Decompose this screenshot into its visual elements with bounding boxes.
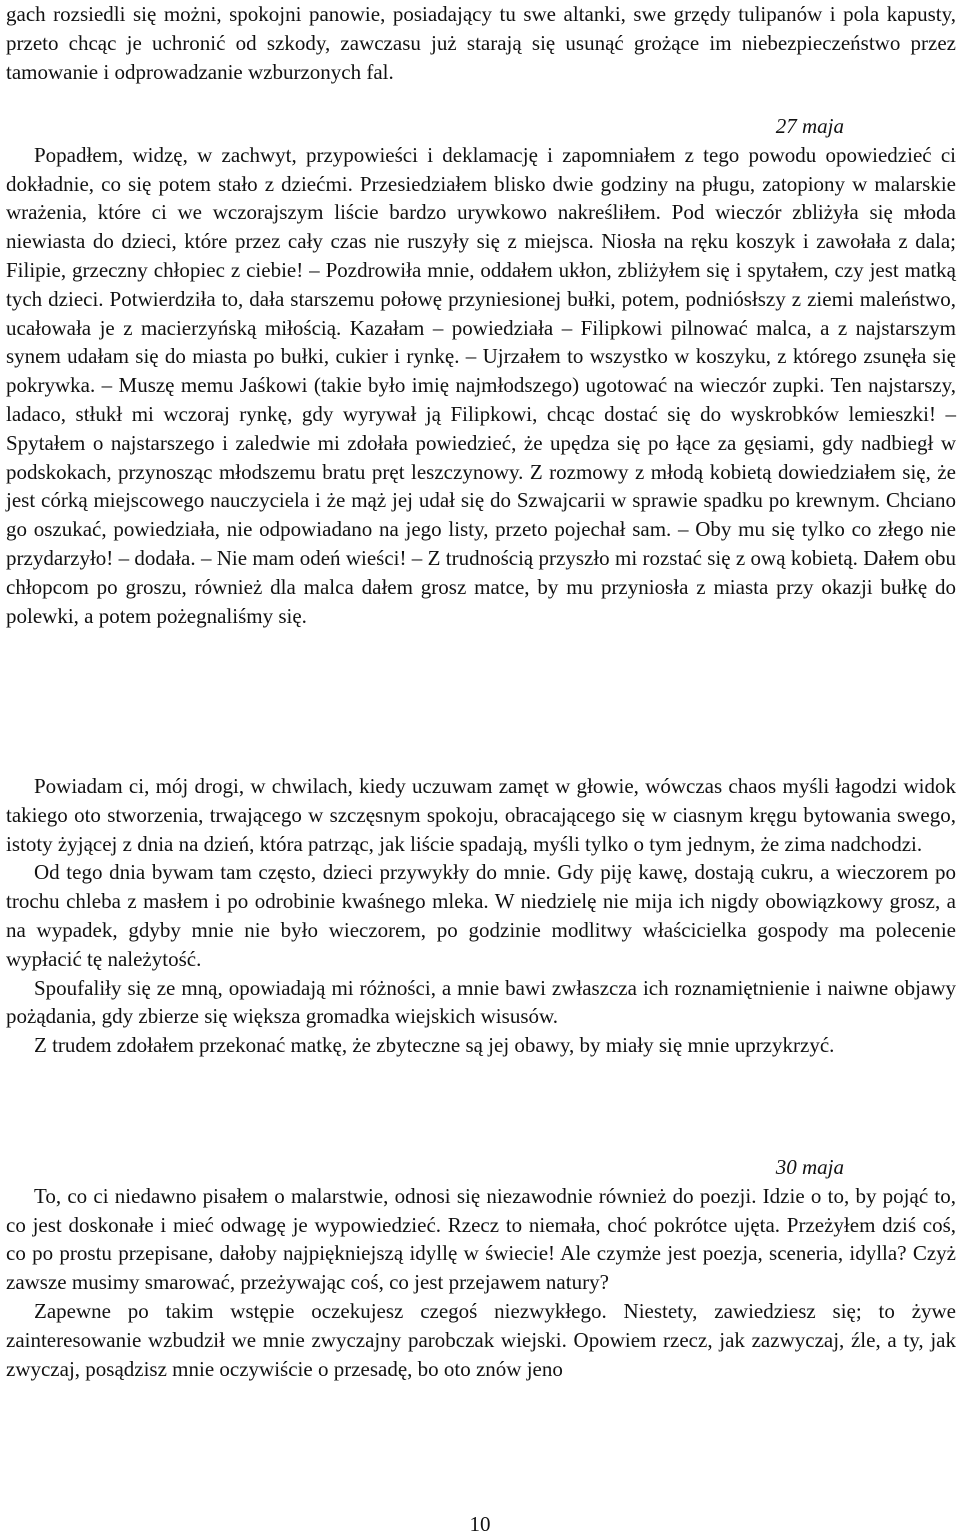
paragraph: Spoufaliły się ze mną, opowiadają mi różności, a mnie bawi zwłaszcza ich roznamiętnienie i naiwne objawy pożądania, gdy zbierze się większa gromadka wiejskich wisusów.	[6, 975, 956, 1029]
page-number: 10	[469, 1512, 491, 1536]
text-block-entry-27-may	[6, 112, 956, 630]
paragraph: Z trudem zdołałem przekonać matkę, że zbyteczne są jej obawy, by miały się mnie uprzykrzyć.	[34, 1033, 835, 1058]
entry-date-27-maja: 27 maja	[775, 114, 844, 138]
text-block-entry-30-may	[6, 1153, 956, 1383]
text-block-continuation	[6, 0, 956, 86]
paragraph: Od tego dnia bywam tam często, dzieci przywykły do mnie. Gdy piję kawę, dostają cukru, a wieczorem po trochu chleba z masłem i po odrobinie kwaśnego mleka. W niedzielę nie mija ich nigdy obowiązkowy grosz, a na wypadek, gdyby mnie nie było wieczorem, po godzinie modlitwy właścicielka gospody ma polecenie wypłacić tę należytość.	[6, 860, 956, 971]
entry-date-30-maja: 30 maja	[775, 1155, 844, 1179]
paragraph: Popadłem, widzę, w zachwyt, przypowieści i deklamację i zapomniałem z tego powodu opowiedzieć ci dokładnie, co się potem stało z dziećmi. Przesiedziałem blisko dwie godziny na pługu, zatopiony w malarskie wrażenia, które ci we wczorajszym liście bardzo urywkowo nakreśliłem. Pod wieczór zbliżyła się młoda niewiasta do dzieci, które przez cały czas nie ruszyły się z miejsca. Niosła na ręku koszyk i zawołała z dala; Filipie, grzeczny chłopiec z ciebie! – Pozdrowiła mnie, oddałem ukłon, zbliżyłem się i spytałem, czy jest matką tych dzieci. Potwierdziła to, dała starszemu połowę przyniesionej bułki, potem, podniósłszy z ziemi maleństwo, ucałowała je z macierzyńską miłością. Kazałam – powiedziała – Filipkowi pilnować malca, a z najstarszym synem udałam się do miasta po bułki, cukier i rynkę. – Ujrzałem to wszystko w koszyku, z którego zsunęła się pokrywka. – Muszę memu Jaśkowi (takie było imię najmłodszego) ugotować na wieczór zupki. Ten najstarszy, ladaco, stłukł mi wczoraj rynkę, gdy wyrywał ją Filipkowi, chcąc dostać się do wyskrobków lemieszki! – Spytałem o najstarszego i zaledwie mi zdołała powiedzieć, że upędza się po łące za gęsiami, gdy nadbiegł w podskokach, przynosząc młodszemu bratu pręt leszczynowy. Z rozmowy z młodą kobietą dowiedziałem się, że jest córką miejscowego nauczyciela i że mąż jej udał się do Szwajcarii w sprawie spadku po krewnym. Chciano go oszukać, powiedziała, nie odpowiadano na jego listy, przeto pojechał sam. – Oby mu się tylko co złego nie przydarzyło! – dodała. – Nie mam odeń wieści! – Z trudnością przyszło mi rozstać się z ową kobietą. Dałem obu chłopcom po groszu, również dla malca dałem grosz matce, by mu przyniosła z miasta przy okazji bułkę do polewki, a potem pożegnaliśmy się.	[6, 142, 956, 628]
paragraph: Powiadam ci, mój drogi, w chwilach, kiedy uczuwam zamęt w głowie, wówczas chaos myśli łagodzi widok takiego oto stworzenia, trwającego w szczęsnym spokoju, obracającego się w ciasnym kręgu bytowania swego, istoty żyjącej z dnia na dzień, która patrząc, jak liście spadają, myśli tylko o tym jednym, że zima nadchodzi.	[6, 774, 956, 856]
paragraph: Zapewne po takim wstępie oczekujesz czegoś niezwykłego. Niestety, zawiedziesz się; to żywe zainteresowanie wzbudził we mnie zwyczajny parobczak wiejski. Opowiem rzecz, jak zazwyczaj, źle, a ty, jak zwyczaj, posądzisz mnie oczywiście o przesadę, bo oto znów jeno	[6, 1298, 956, 1381]
paragraph: To, co ci niedawno pisałem o malarstwie, odnosi się niezawodnie również do poezji. Idzie o to, by pojąć to, co jest doskonałe i mieć odwagę je wypowiedzieć. Rzecz to niemała, choć pokrótce ujęta. Przeżyłem dziś coś, co po prostu przepisane, dałoby najpiękniejszą idyllę w świecie! Ale czymże jest poezja, sceneria, idylla? Czyż zawsze musimy smarować, przeżywając coś, co jest przejawem natury?	[6, 1183, 956, 1295]
paragraph-continued: gach rozsiedli się możni, spokojni panowie, posiadający tu swe altanki, swe grzędy tulipanów i pola kapusty, przeto chcąc je uchronić od szkody, zawczasu już starają się usunąć grożące im niebezpieczeństwo przez tamowanie i odprowadzanie wzburzonych fal.	[6, 2, 956, 84]
text-block-reflection	[6, 772, 956, 1060]
